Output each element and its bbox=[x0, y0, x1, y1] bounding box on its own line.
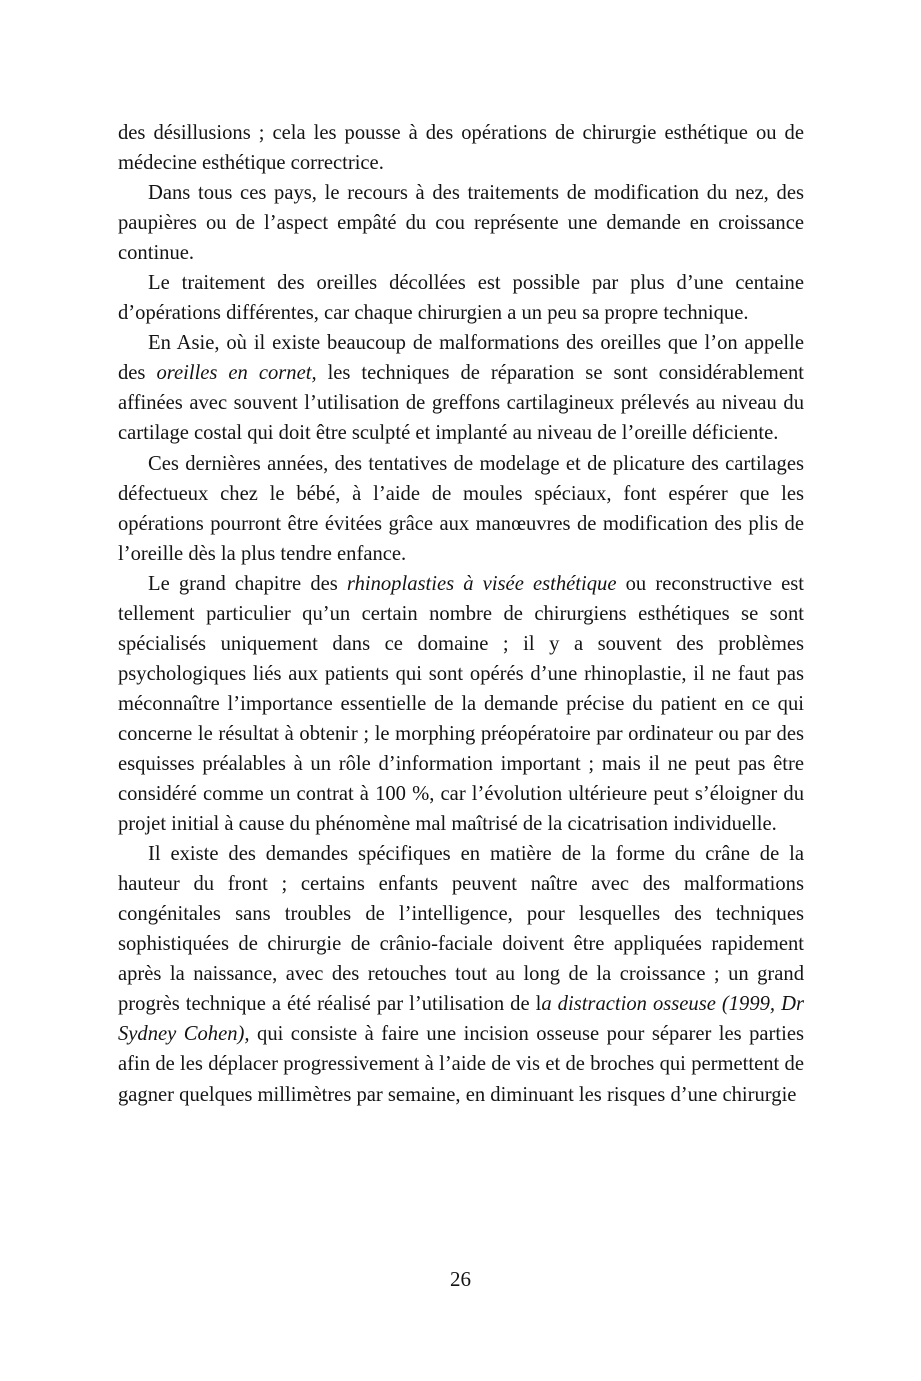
paragraph bbox=[118, 328, 804, 448]
italic-text: rhinoplasties à visée esthétique bbox=[346, 572, 617, 595]
text-run: ou reconstructive est tellement particulier qu’un certain nombre de chirurgiens esthétiques se sont spécialisés uniquement dans ce domaine ; il y a souvent des problèmes psychologiques liés aux patients qui sont opérés d’une rhinoplastie, il ne faut pas méconnaître l’importance essentielle de la demande précise du patient en ce qui concerne le résultat à obtenir ; le morphing préopératoire par ordinateur ou par des esquisses préalables à un rôle d’information important ; mais il ne peut pas être considéré comme un contrat à 100 %, car l’évolution ultérieure peut s’éloigner du projet initial à cause du phénomène mal maîtrisé de la cicatrisation individuelle. bbox=[118, 572, 804, 836]
text-run: Ces dernières années, des tentatives de modelage et de plicature des cartilages défectueux chez le bébé, à l’aide de moules spéciaux, font espérer que les opérations pourront être évitées grâce aux manœuvres de modification des plis de l’oreille dès la plus tendre enfance. bbox=[118, 452, 804, 565]
paragraph bbox=[118, 569, 804, 839]
paragraph bbox=[118, 449, 804, 569]
text-run: Dans tous ces pays, le recours à des traitements de modification du nez, des paupières ou de l’aspect empâté du cou représente une demande en croissance continue. bbox=[118, 182, 804, 265]
text-run: qui consiste à faire une incision osseuse pour séparer les parties afin de les déplacer progressivement à l’aide de vis et de broches qui permettent de gagner quelques millimètres par semaine, en diminuant les risques d’une chirurgie bbox=[118, 1023, 805, 1106]
text-run: les techniques de réparation se sont considérablement affinées avec souvent l’utilisation de greffons cartilagineux prélevés au niveau du cartilage costal qui doit être sculpté et implanté au niveau de l’oreille déficiente. bbox=[118, 362, 804, 445]
text-run: Il existe des demandes spécifiques en matière de la forme du crâne de la hauteur du front ; certains enfants peuvent naître avec des malformations congénitales sans troubles de l’intelligence, pour lesquelles des techniques sophistiquées de chirurgie de crânio-faciale doivent être appliquées rapidement après la naissance, avec des retouches tout au long de la croissance ; un grand progrès technique a été réalisé par l’utilisation de l bbox=[118, 843, 804, 1016]
text-run: des désillusions ; cela les pousse à des opérations de chirurgie esthétique ou de médecine esthétique correctrice. bbox=[118, 122, 804, 175]
text-run: En Asie, où il existe beaucoup de malformations des oreilles que l’on appelle des bbox=[118, 332, 804, 385]
body-text bbox=[118, 118, 804, 1110]
paragraph bbox=[118, 268, 804, 328]
text-run: Le grand chapitre des bbox=[148, 572, 347, 595]
text-run: Le traitement des oreilles décollées est possible par plus d’une centaine d’opérations différentes, car chaque chirurgien a un peu sa propre technique. bbox=[118, 272, 804, 325]
italic-text: oreilles en cornet, bbox=[156, 362, 317, 385]
italic-text: a distraction osseuse (1999, Dr Sydney Cohen), bbox=[118, 993, 804, 1046]
paragraph bbox=[118, 839, 804, 1109]
paragraph bbox=[118, 118, 804, 178]
page-number: 26 bbox=[450, 1267, 471, 1291]
paragraph bbox=[118, 178, 804, 268]
